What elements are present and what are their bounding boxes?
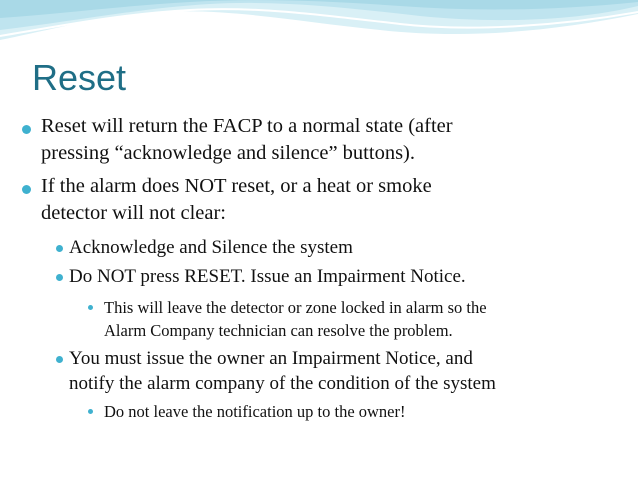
- bullet-text-line: pressing “acknowledge and silence” buttons).: [41, 142, 416, 164]
- bullet-text-line: If the alarm does NOT reset, or a heat or smoke: [41, 175, 432, 197]
- bullet-dot: [88, 409, 93, 414]
- bullet-item: [104, 296, 614, 342]
- bullet-dot: [56, 356, 63, 363]
- bullet-dot: [22, 185, 31, 194]
- bullet-text-line: You must issue the owner an Impairment Notice, and: [69, 348, 473, 369]
- bullet-dot: [56, 245, 63, 252]
- bullet-text-line: Do not leave the notification up to the owner!: [104, 402, 406, 421]
- slide-title: Reset: [32, 57, 127, 98]
- bullet-text-line: Acknowledge and Silence the system: [69, 237, 353, 258]
- bullet-item: [69, 346, 629, 396]
- bullet-text-line: Do NOT press RESET. Issue an Impairment Notice.: [69, 266, 466, 287]
- bullet-dot: [88, 305, 93, 310]
- bullet-text-line: This will leave the detector or zone locked in alarm so the: [104, 298, 487, 317]
- bullet-item: [41, 173, 611, 227]
- bullet-text-line: detector will not clear:: [41, 202, 226, 224]
- bullet-item: [69, 264, 629, 289]
- bullet-text-line: notify the alarm company of the condition of the system: [69, 373, 496, 394]
- bullet-dot: [56, 274, 63, 281]
- bullet-item: [69, 235, 629, 260]
- bullet-text-line: Reset will return the FACP to a normal state (after: [41, 115, 453, 137]
- bullet-item: [104, 400, 614, 423]
- bullet-item: [41, 113, 611, 167]
- bullet-text-line: Alarm Company technician can resolve the problem.: [104, 321, 453, 340]
- bullet-dot: [22, 125, 31, 134]
